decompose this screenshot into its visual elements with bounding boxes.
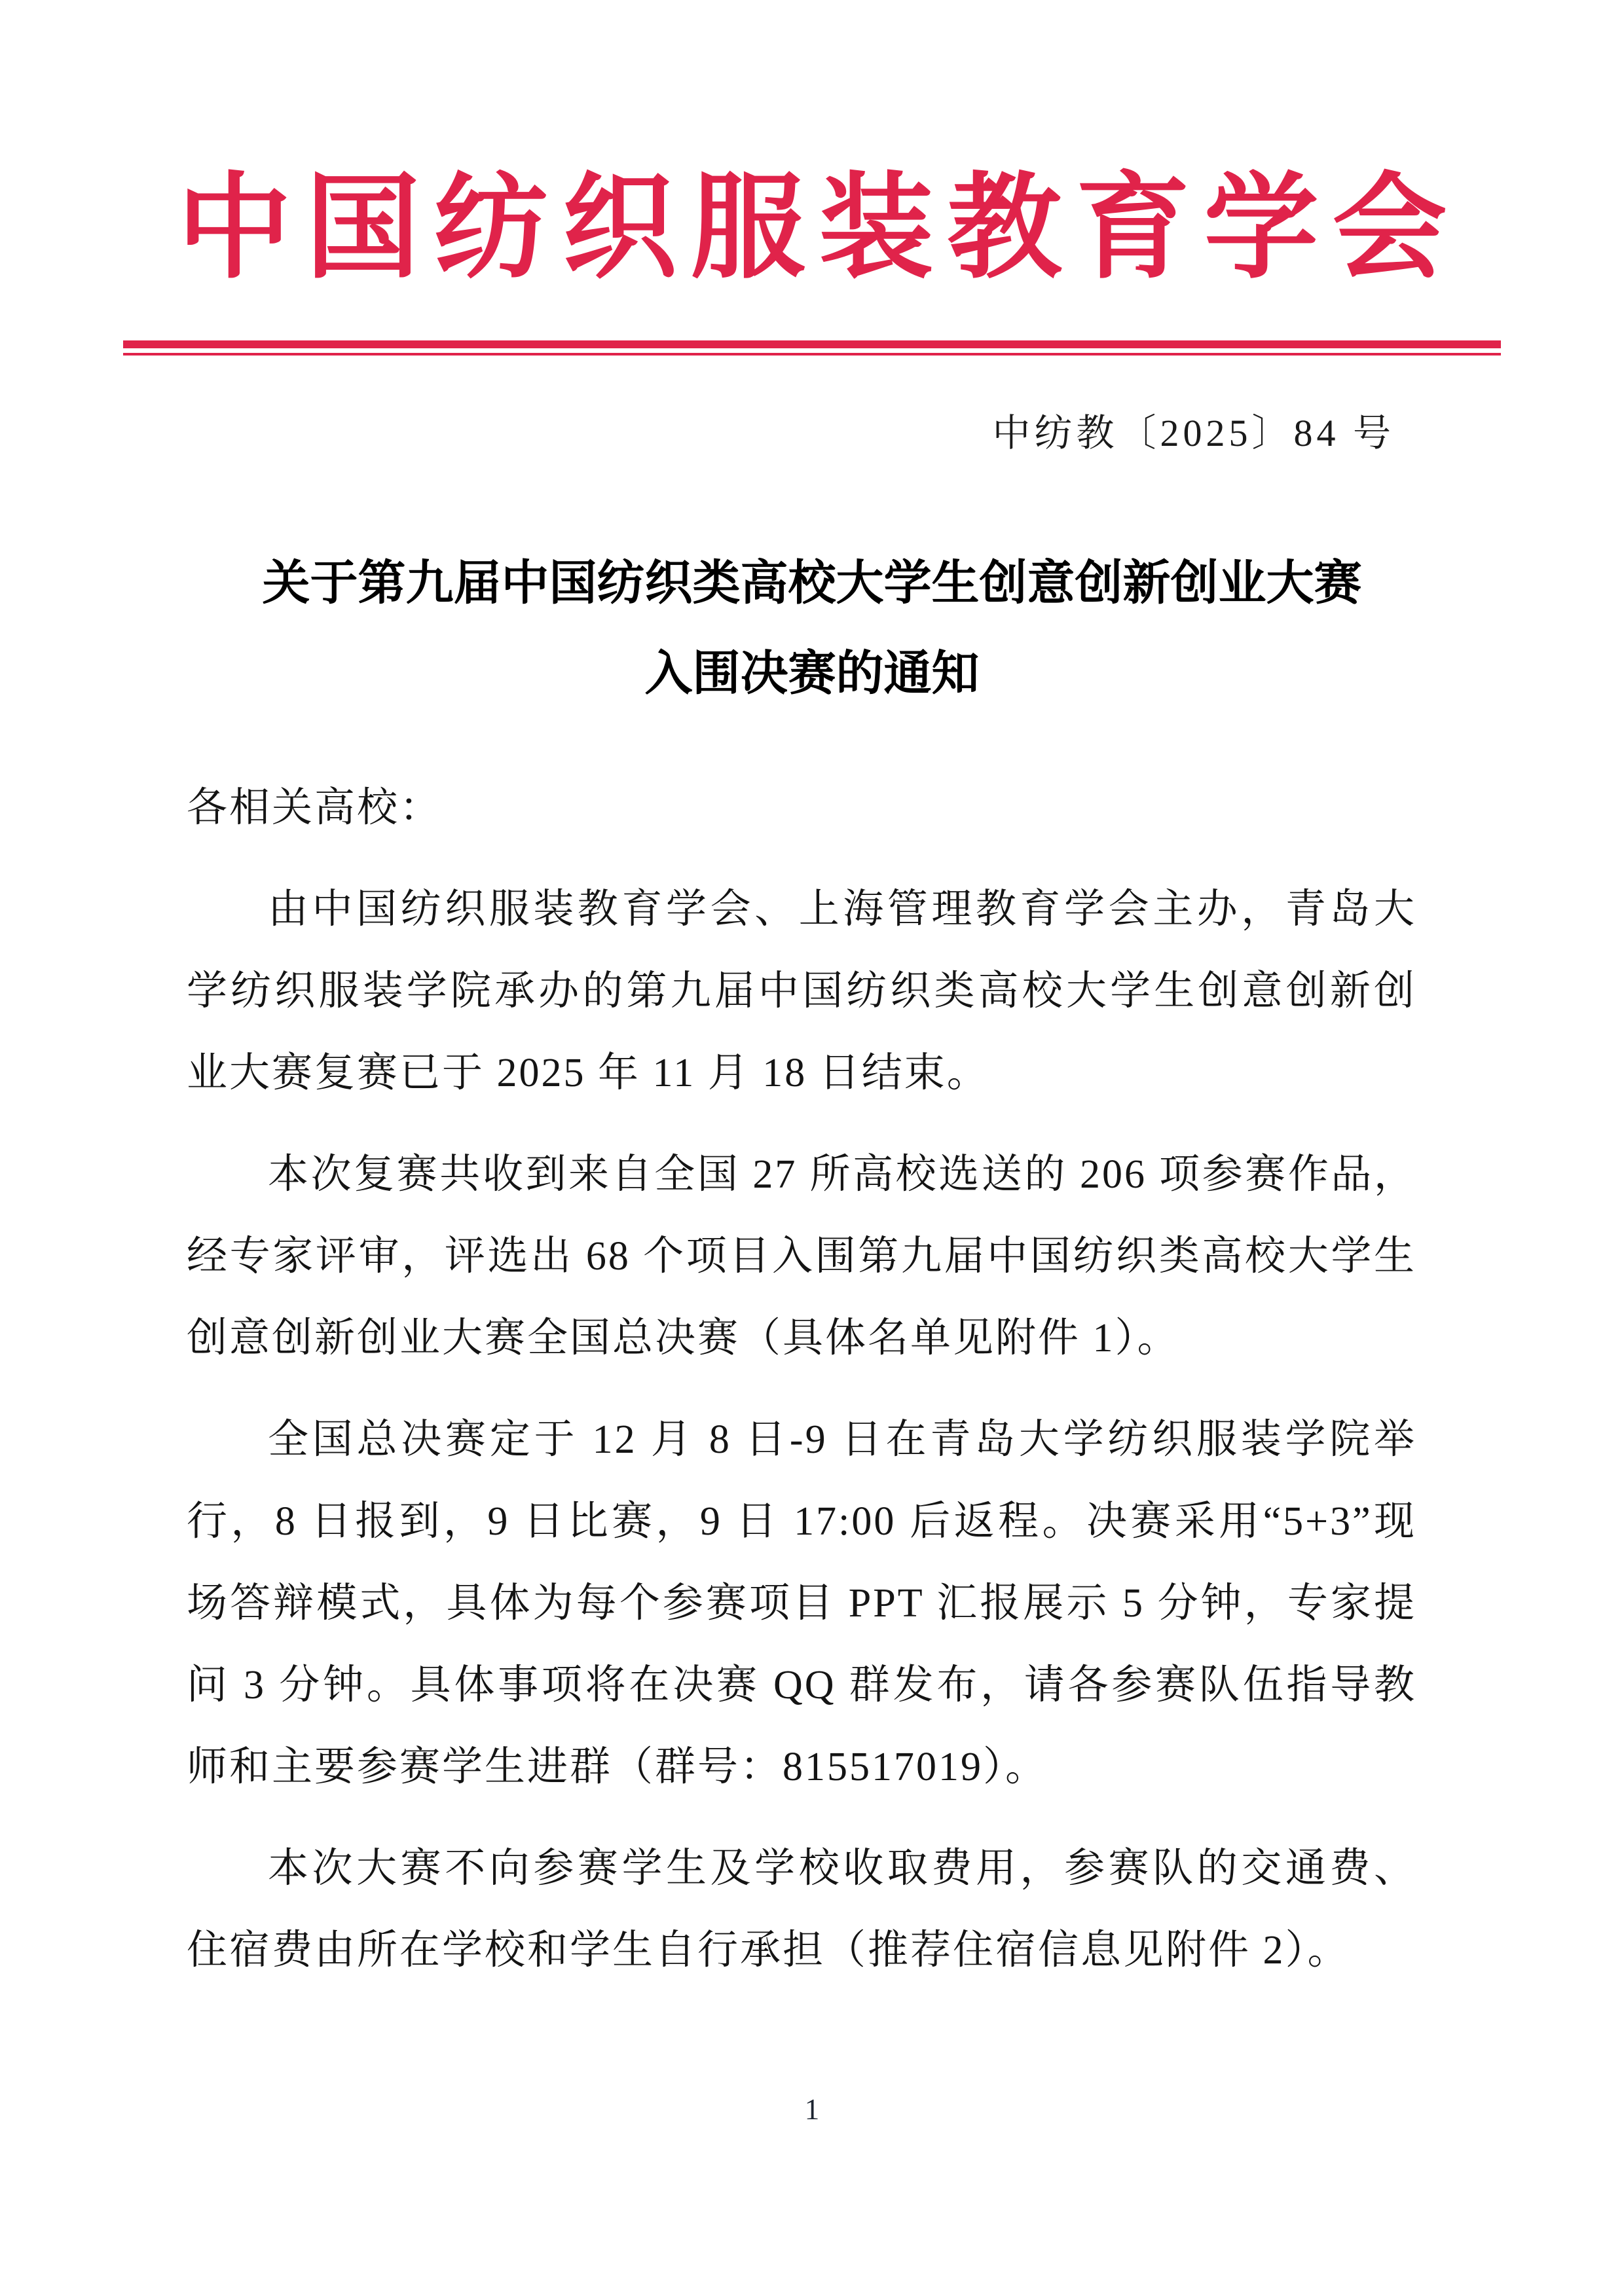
doc-number: 中纺教〔2025〕84 号 [992,412,1395,454]
body-paragraph-2: 本次复赛共收到来自全国 27 所高校选送的 206 项参赛作品，经专家评审，评选出 68 个项目入围第九届中国纺织类高校大学生创意创新创业大赛全国总决赛（具体名单见附件 1）。 [187,1152,1416,1360]
document-body [187,767,1416,1992]
page-number: 1 [804,2093,820,2126]
notice-title-line-1: 关于第九届中国纺织类高校大学生创意创新创业大赛 [262,556,1362,610]
body-paragraph-4: 本次大赛不向参赛学生及学校收取费用，参赛队的交通费、住宿费由所在学校和学生自行承担（推荐住宿信息见附件 2）。 [187,1846,1416,1973]
org-name: 中国纺织服装教育学会 [177,165,1461,292]
body-paragraph-1: 由中国纺织服装教育学会、上海管理教育学会主办，青岛大学纺织服装学院承办的第九届中国纺织类高校大学生创意创新创业大赛复赛已于 2025 年 11 月 18 日结束。 [187,887,1416,1095]
salutation: 各相关高校： [187,786,443,830]
divider-thin-line [123,353,1501,355]
letterhead-divider [123,340,1501,355]
notice-title-line-2: 入围决赛的通知 [644,647,980,700]
body-paragraph-3: 全国总决赛定于 12 月 8 日-9 日在青岛大学纺织服装学院举行，8 日报到，9 日比赛，9 日 17:00 后返程。决赛采用“5+3”现场答辩模式，具体为每个参赛项目 PPT 汇报展示 5 分钟，专家提问 3 分钟。具体事项将在决赛 QQ 群发布，请各参赛队伍指导教师和主要参赛学生进群（群号：815517019）。 [187,1417,1416,1789]
notice-title [0,538,1624,719]
divider-thick-line [123,340,1501,348]
